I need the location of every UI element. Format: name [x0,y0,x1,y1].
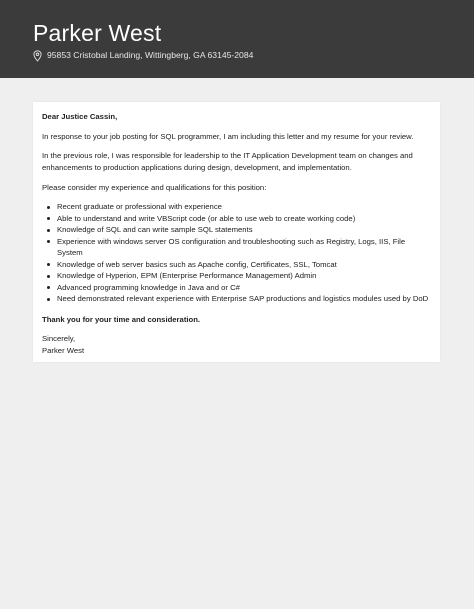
intro-paragraph: In response to your job posting for SQL programmer, I am including this letter and my resume for your review. [42,131,414,141]
list-item: Knowledge of SQL and can write sample SQL statements [57,224,432,236]
location-pin-icon [33,49,42,61]
greeting: Dear Justice Cassin, [42,112,118,121]
qualifications-list [42,201,432,305]
address-text: 95853 Cristobal Landing, Wittingberg, GA 63145-2084 [47,50,254,60]
qualifications-intro: Please consider my experience and qualifications for this position: [42,182,267,192]
experience-paragraph: In the previous role, I was responsible for leadership to the IT Application Development team on changes and enhancements to production applications during design, development, and implementation. [42,151,413,172]
letter-card [33,102,440,362]
list-item: Recent graduate or professional with experience [57,201,432,213]
sign-off: Sincerely, [42,334,76,344]
address-row [33,48,253,62]
signature: Parker West [42,345,85,355]
list-item: Need demonstrated relevant experience with Enterprise SAP productions and logistics modules used by DoD [57,293,432,305]
thanks-line: Thank you for your time and consideration. [42,314,201,324]
applicant-name: Parker West [33,20,162,46]
list-item: Knowledge of web server basics such as Apache config, Certificates, SSL, Tomcat [57,259,432,271]
list-item: Advanced programming knowledge in Java and or C# [57,282,432,294]
letter-body [42,111,432,356]
list-item: Experience with windows server OS configuration and troubleshooting such as Registry, Logs, IIS, File System [57,236,432,259]
list-item: Able to understand and write VBScript code (or able to use web to create working code) [57,213,432,225]
header-banner [0,0,474,78]
list-item: Knowledge of Hyperion, EPM (Enterprise Performance Management) Admin [57,270,432,282]
